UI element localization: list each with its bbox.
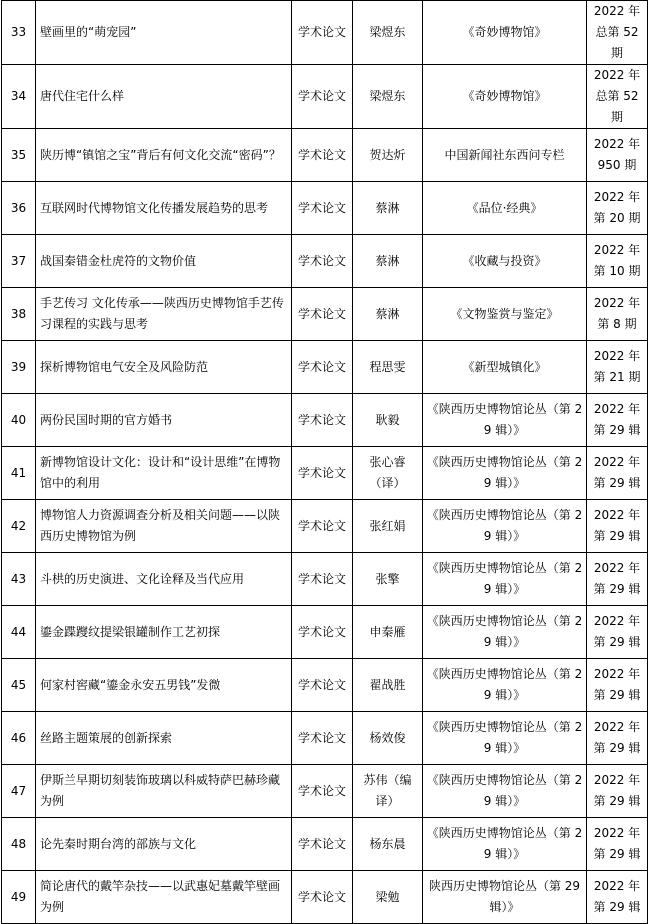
article-author: 杨东晨 — [353, 818, 423, 871]
row-number: 49 — [2, 871, 36, 924]
article-type: 学术论文 — [292, 818, 353, 871]
row-number: 37 — [2, 235, 36, 288]
publications-table — [1, 0, 648, 924]
article-type: 学术论文 — [292, 553, 353, 606]
row-number: 44 — [2, 606, 36, 659]
table-row — [2, 341, 648, 394]
article-title: 探析博物馆电气安全及风险防范 — [36, 341, 292, 394]
publication-issue: 2022 年第 29 辑 — [587, 818, 648, 871]
publication-issue: 2022 年总第 52 期 — [587, 1, 648, 65]
publication-issue: 2022 年第 8 期 — [587, 288, 648, 341]
article-title: 论先秦时期台湾的部族与文化 — [36, 818, 292, 871]
article-title: 伊斯兰早期切刻装饰玻璃以科威特萨巴赫珍藏为例 — [36, 765, 292, 818]
row-number: 34 — [2, 65, 36, 129]
article-type: 学术论文 — [292, 871, 353, 924]
article-author: 梁勉 — [353, 871, 423, 924]
row-number: 46 — [2, 712, 36, 765]
article-author: 申秦雁 — [353, 606, 423, 659]
publication-source: 《陕西历史博物馆论丛（第 29 辑）》 — [423, 765, 587, 818]
publication-issue: 2022 年第 29 辑 — [587, 712, 648, 765]
table-row — [2, 288, 648, 341]
article-title: 鎏金蹀躞纹提梁银罐制作工艺初探 — [36, 606, 292, 659]
publication-issue: 2022 年第 20 期 — [587, 182, 648, 235]
row-number: 35 — [2, 129, 36, 182]
article-title: 陕历博“镇馆之宝”背后有何文化交流“密码”？ — [36, 129, 292, 182]
publication-issue: 2022 年第 21 期 — [587, 341, 648, 394]
article-type: 学术论文 — [292, 606, 353, 659]
table-row — [2, 818, 648, 871]
publication-issue: 2022 年第 29 辑 — [587, 871, 648, 924]
publication-source: 《陕西历史博物馆论丛（第 29 辑）》 — [423, 606, 587, 659]
table-row — [2, 871, 648, 924]
article-title: 何家村窖藏“鎏金永安五男钱”发微 — [36, 659, 292, 712]
row-number: 39 — [2, 341, 36, 394]
article-author: 贺达炘 — [353, 129, 423, 182]
article-type: 学术论文 — [292, 659, 353, 712]
article-author: 程思雯 — [353, 341, 423, 394]
publication-issue: 2022 年第 29 辑 — [587, 765, 648, 818]
publication-issue: 2022 年第 29 辑 — [587, 500, 648, 553]
article-author: 蔡淋 — [353, 235, 423, 288]
article-type: 学术论文 — [292, 129, 353, 182]
publication-source: 《文物鉴赏与鉴定》 — [423, 288, 587, 341]
row-number: 40 — [2, 394, 36, 447]
table-row — [2, 553, 648, 606]
row-number: 38 — [2, 288, 36, 341]
article-type: 学术论文 — [292, 1, 353, 65]
table-row — [2, 712, 648, 765]
publication-issue: 2022 年第 29 辑 — [587, 659, 648, 712]
publication-source: 《陕西历史博物馆论丛（第 29 辑）》 — [423, 500, 587, 553]
article-title: 壁画里的“萌宠园” — [36, 1, 292, 65]
row-number: 33 — [2, 1, 36, 65]
article-author: 杨效俊 — [353, 712, 423, 765]
article-type: 学术论文 — [292, 765, 353, 818]
article-type: 学术论文 — [292, 288, 353, 341]
article-type: 学术论文 — [292, 712, 353, 765]
row-number: 48 — [2, 818, 36, 871]
publication-issue: 2022 年 950 期 — [587, 129, 648, 182]
article-title: 简论唐代的戴竿杂技——以武惠妃墓戴竿壁画为例 — [36, 871, 292, 924]
article-author: 梁煜东 — [353, 1, 423, 65]
table-row — [2, 447, 648, 500]
article-type: 学术论文 — [292, 235, 353, 288]
article-type: 学术论文 — [292, 447, 353, 500]
article-type: 学术论文 — [292, 394, 353, 447]
row-number: 45 — [2, 659, 36, 712]
article-type: 学术论文 — [292, 500, 353, 553]
table-body — [2, 1, 648, 924]
article-title: 互联网时代博物馆文化传播发展趋势的思考 — [36, 182, 292, 235]
publication-source: 《陕西历史博物馆论丛（第 29 辑）》 — [423, 394, 587, 447]
publication-source: 《陕西历史博物馆论丛（第 29 辑）》 — [423, 818, 587, 871]
table-row — [2, 500, 648, 553]
publication-source: 《新型城镇化》 — [423, 341, 587, 394]
article-type: 学术论文 — [292, 341, 353, 394]
publication-issue: 2022 年第 29 辑 — [587, 447, 648, 500]
article-type: 学术论文 — [292, 65, 353, 129]
article-title: 手艺传习 文化传承——陕西历史博物馆手艺传习课程的实践与思考 — [36, 288, 292, 341]
article-type: 学术论文 — [292, 182, 353, 235]
table-row — [2, 235, 648, 288]
table-row — [2, 1, 648, 65]
table-row — [2, 606, 648, 659]
table-row — [2, 65, 648, 129]
publication-issue: 2022 年第 29 辑 — [587, 394, 648, 447]
article-title: 新博物馆设计文化：设计和“设计思维”在博物馆中的利用 — [36, 447, 292, 500]
article-author: 耿毅 — [353, 394, 423, 447]
publication-source: 中国新闻社东西问专栏 — [423, 129, 587, 182]
table-row — [2, 394, 648, 447]
publication-issue: 2022 年第 29 辑 — [587, 606, 648, 659]
table-row — [2, 182, 648, 235]
publication-source: 《奇妙博物馆》 — [423, 65, 587, 129]
publication-source: 《奇妙博物馆》 — [423, 1, 587, 65]
publication-issue: 2022 年第 10 期 — [587, 235, 648, 288]
article-title: 斗栱的历史演进、文化诠释及当代应用 — [36, 553, 292, 606]
table-row — [2, 765, 648, 818]
publication-issue: 2022 年第 29 辑 — [587, 553, 648, 606]
article-author: 翟战胜 — [353, 659, 423, 712]
publication-source: 《陕西历史博物馆论丛（第 29 辑）》 — [423, 712, 587, 765]
article-author: 蔡淋 — [353, 182, 423, 235]
article-title: 丝路主题策展的创新探索 — [36, 712, 292, 765]
publication-source: 《陕西历史博物馆论丛（第 29 辑）》 — [423, 447, 587, 500]
publication-issue: 2022 年总第 52 期 — [587, 65, 648, 129]
article-author: 张擎 — [353, 553, 423, 606]
article-author: 梁煜东 — [353, 65, 423, 129]
article-title: 战国秦错金杜虎符的文物价值 — [36, 235, 292, 288]
article-title: 唐代住宅什么样 — [36, 65, 292, 129]
row-number: 43 — [2, 553, 36, 606]
article-author: 张红娟 — [353, 500, 423, 553]
row-number: 47 — [2, 765, 36, 818]
table-row — [2, 129, 648, 182]
article-author: 苏伟（编译） — [353, 765, 423, 818]
table-row — [2, 659, 648, 712]
publication-source: 《收藏与投资》 — [423, 235, 587, 288]
publication-source: 《品位·经典》 — [423, 182, 587, 235]
article-author: 蔡淋 — [353, 288, 423, 341]
publication-source: 《陕西历史博物馆论丛（第 29 辑）》 — [423, 659, 587, 712]
row-number: 42 — [2, 500, 36, 553]
publication-source: 《陕西历史博物馆论丛（第 29 辑）》 — [423, 553, 587, 606]
article-title: 博物馆人力资源调查分析及相关问题——以陕西历史博物馆为例 — [36, 500, 292, 553]
row-number: 41 — [2, 447, 36, 500]
article-author: 张心睿（译） — [353, 447, 423, 500]
publication-source: 陕西历史博物馆论丛（第 29 辑）》 — [423, 871, 587, 924]
article-title: 两份民国时期的官方婚书 — [36, 394, 292, 447]
row-number: 36 — [2, 182, 36, 235]
